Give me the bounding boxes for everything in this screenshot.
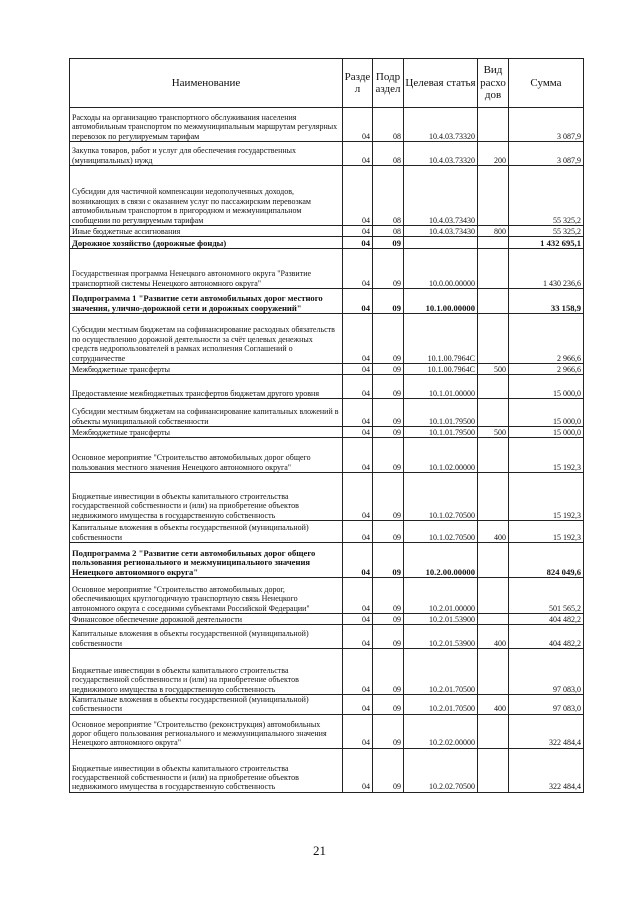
row-target — [404, 237, 478, 249]
table-row — [70, 748, 584, 792]
row-target: 10.1.01.79500 — [404, 399, 478, 427]
row-sum: 3 087,9 — [509, 142, 584, 166]
row-section: 04 — [343, 578, 373, 614]
row-sum: 33 158,9 — [509, 289, 584, 314]
row-sum: 322 484,4 — [509, 748, 584, 792]
row-name: Межбюджетные трансферты — [70, 364, 343, 375]
table-row — [70, 314, 584, 364]
row-target: 10.1.00.00000 — [404, 289, 478, 314]
row-type — [478, 543, 509, 578]
row-section: 04 — [343, 249, 373, 289]
row-section: 04 — [343, 438, 373, 473]
row-sum: 404 482,2 — [509, 614, 584, 625]
row-subsection: 09 — [373, 399, 404, 427]
row-subsection: 09 — [373, 521, 404, 543]
table-row — [70, 695, 584, 715]
row-sum: 97 083,0 — [509, 695, 584, 715]
row-target: 10.1.02.70500 — [404, 473, 478, 521]
row-type — [478, 748, 509, 792]
row-subsection: 09 — [373, 473, 404, 521]
table-row — [70, 226, 584, 237]
row-type: 800 — [478, 226, 509, 237]
row-subsection: 09 — [373, 578, 404, 614]
row-sum: 15 192,3 — [509, 438, 584, 473]
row-type — [478, 166, 509, 226]
row-sum: 15 000,0 — [509, 375, 584, 399]
row-target: 10.1.02.70500 — [404, 521, 478, 543]
row-sum: 15 000,0 — [509, 427, 584, 438]
row-type — [478, 473, 509, 521]
table-row — [70, 614, 584, 625]
row-subsection: 09 — [373, 695, 404, 715]
row-section: 04 — [343, 695, 373, 715]
row-name: Бюджетные инвестиции в объекты капитального строительства государственной собственности и (или) на приобретение объектов недвижимого имущества в государственную собственность — [70, 748, 343, 792]
row-section: 04 — [343, 142, 373, 166]
row-target: 10.2.01.53900 — [404, 625, 478, 649]
row-name: Субсидии местным бюджетам на софинансирование капитальных вложений в объекты муниципальной собственности — [70, 399, 343, 427]
row-target: 10.4.03.73430 — [404, 226, 478, 237]
row-subsection: 09 — [373, 438, 404, 473]
table-row — [70, 166, 584, 226]
table-row — [70, 427, 584, 438]
row-type — [478, 578, 509, 614]
table-row — [70, 237, 584, 249]
row-name: Основное мероприятие "Строительство автомобильных дорог общего пользования местного значения Ненецкого автономного округа" — [70, 438, 343, 473]
row-section: 04 — [343, 649, 373, 695]
row-subsection: 09 — [373, 625, 404, 649]
row-sum: 15 000,0 — [509, 399, 584, 427]
row-sum: 2 966,6 — [509, 314, 584, 364]
row-name: Капитальные вложения в объекты государственной (муниципальной) собственности — [70, 521, 343, 543]
row-type — [478, 438, 509, 473]
table-row — [70, 399, 584, 427]
row-section: 04 — [343, 399, 373, 427]
row-subsection: 08 — [373, 142, 404, 166]
row-subsection: 09 — [373, 249, 404, 289]
table-row — [70, 578, 584, 614]
row-section: 04 — [343, 748, 373, 792]
row-target: 10.1.01.79500 — [404, 427, 478, 438]
row-name: Расходы на организацию транспортного обслуживания населения автомобильным транспортом по межмуниципальным маршрутам регулярных перевозок по регулируемым тарифам — [70, 108, 343, 142]
row-subsection: 09 — [373, 314, 404, 364]
row-type — [478, 399, 509, 427]
row-name: Капитальные вложения в объекты государственной (муниципальной) собственности — [70, 625, 343, 649]
row-name: Капитальные вложения в объекты государственной (муниципальной) собственности — [70, 695, 343, 715]
row-name: Бюджетные инвестиции в объекты капитального строительства государственной собственности и (или) на приобретение объектов недвижимого имущества в государственную собственность — [70, 649, 343, 695]
row-section: 04 — [343, 473, 373, 521]
row-section: 04 — [343, 108, 373, 142]
row-name: Финансовое обеспечение дорожной деятельности — [70, 614, 343, 625]
row-target: 10.2.01.00000 — [404, 578, 478, 614]
row-sum: 15 192,3 — [509, 521, 584, 543]
row-name: Закупка товаров, работ и услуг для обеспечения государственных (муниципальных) нужд — [70, 142, 343, 166]
row-type — [478, 714, 509, 748]
table-row — [70, 375, 584, 399]
row-sum: 404 482,2 — [509, 625, 584, 649]
row-type: 400 — [478, 521, 509, 543]
header-type: Вид расхо дов — [478, 59, 509, 108]
row-target: 10.4.03.73430 — [404, 166, 478, 226]
row-sum: 55 325,2 — [509, 226, 584, 237]
row-target: 10.2.01.70500 — [404, 695, 478, 715]
header-name: Наименование — [70, 59, 343, 108]
row-type — [478, 614, 509, 625]
row-section: 04 — [343, 427, 373, 438]
row-section: 04 — [343, 237, 373, 249]
table-row — [70, 649, 584, 695]
table-header-row — [70, 59, 584, 108]
row-section: 04 — [343, 226, 373, 237]
row-name: Межбюджетные трансферты — [70, 427, 343, 438]
row-section: 04 — [343, 375, 373, 399]
row-subsection: 09 — [373, 543, 404, 578]
row-sum: 15 192,3 — [509, 473, 584, 521]
budget-table — [69, 58, 584, 793]
row-subsection: 09 — [373, 748, 404, 792]
row-type — [478, 289, 509, 314]
row-target: 10.1.00.7964C — [404, 314, 478, 364]
row-sum: 2 966,6 — [509, 364, 584, 375]
row-subsection: 08 — [373, 108, 404, 142]
table-row — [70, 625, 584, 649]
row-name: Подпрограмма 1 "Развитие сети автомобильных дорог местного значения, улично-дорожной сети и дорожных сооружений" — [70, 289, 343, 314]
row-target: 10.2.02.70500 — [404, 748, 478, 792]
row-target: 10.1.02.00000 — [404, 438, 478, 473]
page-number: 21 — [313, 843, 326, 858]
row-type — [478, 249, 509, 289]
table-row — [70, 142, 584, 166]
row-type: 500 — [478, 427, 509, 438]
row-name: Дорожное хозяйство (дорожные фонды) — [70, 237, 343, 249]
table-row — [70, 714, 584, 748]
row-section: 04 — [343, 614, 373, 625]
row-section: 04 — [343, 289, 373, 314]
row-target: 10.2.01.70500 — [404, 649, 478, 695]
table-row — [70, 521, 584, 543]
row-name: Иные бюджетные ассигнования — [70, 226, 343, 237]
row-subsection: 09 — [373, 364, 404, 375]
row-sum: 322 484,4 — [509, 714, 584, 748]
row-name: Субсидии местным бюджетам на софинансирование расходных обязательств по осуществлению дорожной деятельности за счёт целевых денежных средств недропользователей в рамках исполнения Соглашений о сотрудничестве — [70, 314, 343, 364]
row-subsection: 09 — [373, 714, 404, 748]
row-subsection: 09 — [373, 237, 404, 249]
row-target: 10.2.02.00000 — [404, 714, 478, 748]
header-section: Разде л — [343, 59, 373, 108]
row-section: 04 — [343, 625, 373, 649]
table-row — [70, 364, 584, 375]
row-target: 10.2.00.00000 — [404, 543, 478, 578]
row-section: 04 — [343, 714, 373, 748]
row-target: 10.0.00.00000 — [404, 249, 478, 289]
row-subsection: 08 — [373, 166, 404, 226]
header-sum: Сумма — [509, 59, 584, 108]
row-subsection: 09 — [373, 289, 404, 314]
row-name: Государственная программа Ненецкого автономного округа "Развитие транспортной системы Ненецкого автономного округа" — [70, 249, 343, 289]
row-name: Основное мероприятие "Строительство (реконструкция) автомобильных дорог общего пользования регионального и межмуниципального значения Ненецкого автономного округа" — [70, 714, 343, 748]
row-sum: 3 087,9 — [509, 108, 584, 142]
row-target: 10.1.01.00000 — [404, 375, 478, 399]
row-section: 04 — [343, 314, 373, 364]
row-type — [478, 314, 509, 364]
row-target: 10.4.03.73320 — [404, 142, 478, 166]
row-sum: 1 430 236,6 — [509, 249, 584, 289]
row-subsection: 09 — [373, 649, 404, 695]
row-subsection: 09 — [373, 427, 404, 438]
table-row — [70, 543, 584, 578]
row-subsection: 09 — [373, 375, 404, 399]
row-type — [478, 649, 509, 695]
row-sum: 824 049,6 — [509, 543, 584, 578]
row-sum: 501 565,2 — [509, 578, 584, 614]
row-type: 400 — [478, 695, 509, 715]
row-target: 10.1.00.7964C — [404, 364, 478, 375]
header-subsection: Подр аздел — [373, 59, 404, 108]
table-row — [70, 438, 584, 473]
header-target: Целевая статья — [404, 59, 478, 108]
row-name: Подпрограмма 2 "Развитие сети автомобильных дорог общего пользования регионального и межмуниципального значения Ненецкого автономного округа" — [70, 543, 343, 578]
row-name: Субсидии для частичной компенсации недополученных доходов, возникающих в связи с оказанием услуг по пассажирским перевозкам автомобильным транспортом в пригородном и межмуниципальном сообщении по регулируемым тарифам — [70, 166, 343, 226]
row-type — [478, 375, 509, 399]
row-subsection: 08 — [373, 226, 404, 237]
row-type: 400 — [478, 625, 509, 649]
row-type — [478, 237, 509, 249]
row-target: 10.4.03.73320 — [404, 108, 478, 142]
row-sum: 55 325,2 — [509, 166, 584, 226]
row-section: 04 — [343, 521, 373, 543]
row-sum: 1 432 695,1 — [509, 237, 584, 249]
table-body — [70, 108, 584, 793]
row-section: 04 — [343, 543, 373, 578]
table-row — [70, 249, 584, 289]
row-section: 04 — [343, 364, 373, 375]
table-row — [70, 108, 584, 142]
row-type: 200 — [478, 142, 509, 166]
row-name: Предоставление межбюджетных трансфертов бюджетам другого уровня — [70, 375, 343, 399]
row-target: 10.2.01.53900 — [404, 614, 478, 625]
row-type — [478, 108, 509, 142]
table-row — [70, 289, 584, 314]
row-sum: 97 083,0 — [509, 649, 584, 695]
row-subsection: 09 — [373, 614, 404, 625]
table-row — [70, 473, 584, 521]
row-name: Бюджетные инвестиции в объекты капитального строительства государственной собственности и (или) на приобретение объектов недвижимого имущества в государственную собственность — [70, 473, 343, 521]
row-name: Основное мероприятие "Строительство автомобильных дорог, обеспечивающих круглогодичную транспортную связь Ненецкого автономного округа с соседними субъектами Российской Федерации" — [70, 578, 343, 614]
row-section: 04 — [343, 166, 373, 226]
row-type: 500 — [478, 364, 509, 375]
